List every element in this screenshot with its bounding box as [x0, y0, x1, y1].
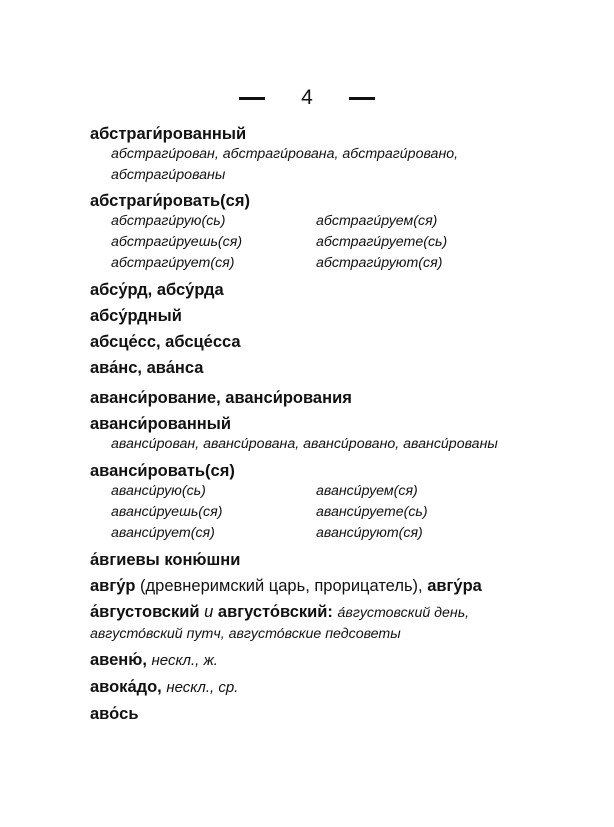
word-forms: аванси́рован, аванси́рована, аванси́ровано, аванси́рованы: [111, 436, 498, 452]
headword: а́вгустовский: [90, 602, 200, 621]
conj-form: абстраги́руете(сь): [316, 234, 448, 250]
entry: [90, 677, 550, 698]
headword-line: [90, 576, 550, 596]
headword-variant: августо́вский:: [217, 602, 333, 621]
headword-line: [90, 677, 550, 698]
page-number: 4: [301, 86, 313, 109]
entry: [90, 650, 550, 671]
page-header: [0, 86, 614, 110]
headword: абсу́рдный: [90, 307, 182, 325]
conj-form: аванси́руем(ся): [316, 482, 418, 499]
conj-form: абстраги́руют(ся): [316, 255, 443, 271]
entry: [90, 704, 550, 724]
word-forms: абстраги́рован, абстраги́рована, абстраги́ровано, абстраги́рованы: [111, 146, 459, 183]
headword-line: [90, 602, 550, 644]
headword: абстраги́ровать(ся): [90, 192, 250, 210]
headword-genitive: авгу́ра: [427, 576, 482, 595]
entry: [90, 461, 550, 544]
conjunction: и: [204, 602, 214, 621]
conj-form: аванси́руешь(ся): [111, 503, 223, 520]
headword: абстраги́рованный: [90, 125, 247, 143]
conjugation-table: [90, 481, 550, 544]
conj-form: аванси́руют(ся): [316, 524, 423, 541]
entry: [90, 576, 550, 596]
entry: [90, 602, 550, 644]
headword: авеню́,: [90, 650, 147, 669]
conj-form: аванси́рует(ся): [111, 524, 215, 541]
conj-form: абстраги́руем(ся): [316, 213, 438, 229]
headword: аванси́рование, аванси́рования: [90, 389, 352, 407]
entry: [90, 191, 550, 274]
conj-form: аванси́руете(сь): [316, 503, 428, 520]
entry: [90, 306, 550, 326]
entry: [90, 550, 550, 570]
headword: ава́нс, ава́нса: [90, 359, 204, 377]
entry: [90, 124, 550, 185]
headword: абсце́сс, абсце́сса: [90, 333, 241, 351]
headword: авока́до,: [90, 677, 162, 696]
grammar-note: нескл., ср.: [166, 678, 239, 696]
entry: [90, 280, 550, 300]
gloss: (древнеримский царь, прорицатель),: [140, 576, 423, 595]
headword-line: [90, 650, 550, 671]
headword: аво́сь: [90, 704, 139, 723]
entry: [90, 358, 550, 378]
grammar-note: нескл., ж.: [151, 651, 218, 669]
conj-form: абстраги́рует(ся): [111, 255, 235, 271]
dictionary-column: [90, 124, 550, 730]
conjugation-table: [90, 211, 550, 274]
entry: [90, 332, 550, 352]
right-dash: [349, 97, 375, 100]
headword: авгу́р: [90, 576, 136, 595]
left-dash: [239, 97, 265, 100]
conj-form: аванси́рую(сь): [111, 482, 206, 499]
conj-form: абстраги́руешь(ся): [111, 234, 243, 250]
headword: а́вгиевы коню́шни: [90, 550, 241, 569]
entry: [90, 414, 550, 455]
usage-examples: а́вгустовский день, августо́вский путч, августо́вские педсоветы: [90, 604, 470, 642]
headword: аванси́ровать(ся): [90, 461, 235, 480]
headword: абсу́рд, абсу́рда: [90, 281, 224, 299]
headword: аванси́рованный: [90, 415, 231, 433]
entry: [90, 388, 550, 408]
conj-form: абстраги́рую(сь): [111, 213, 226, 229]
